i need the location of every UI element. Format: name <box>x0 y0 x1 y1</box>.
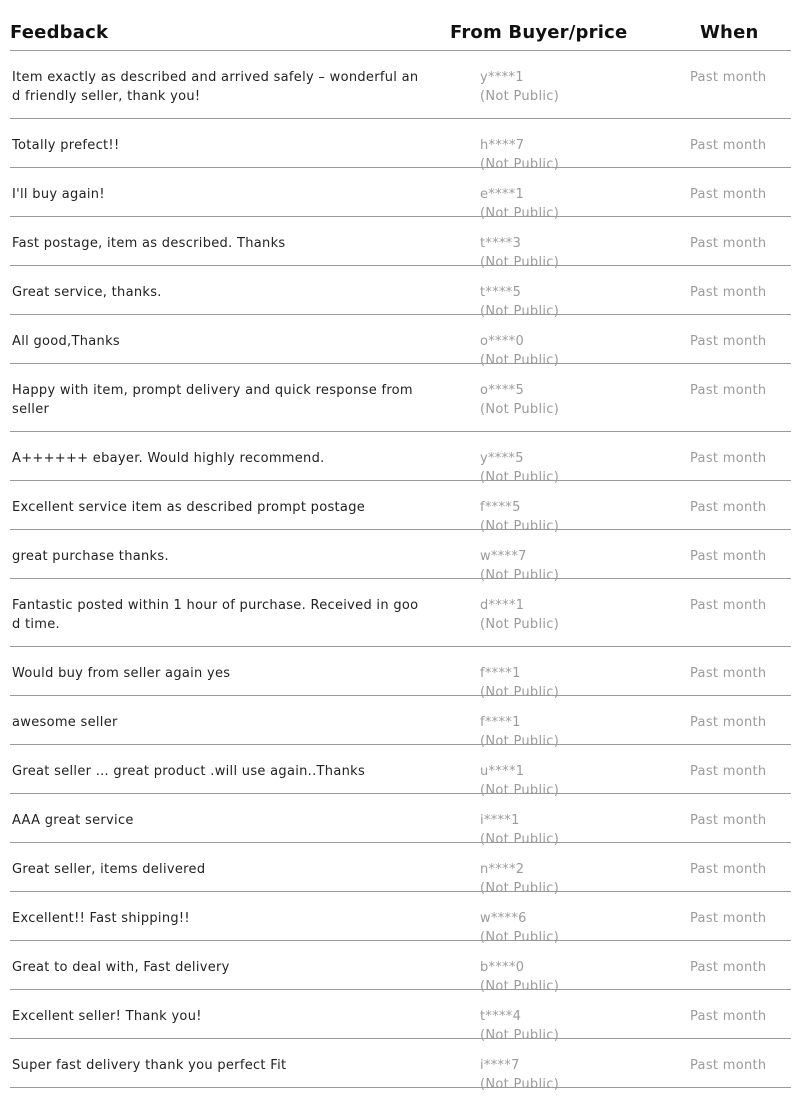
buyer-id: w****7 <box>480 549 527 564</box>
feedback-comment: Fast postage, item as described. Thanks <box>12 236 286 251</box>
table-row <box>10 941 791 994</box>
price-privacy: (Not Public) <box>480 353 560 368</box>
buyer-id: n****2 <box>480 862 525 877</box>
buyer-id: i****7 <box>480 1058 520 1073</box>
feedback-comment: Excellent!! Fast shipping!! <box>12 911 190 926</box>
feedback-comment: Excellent seller! Thank you! <box>12 1009 202 1024</box>
buyer-id: t****3 <box>480 236 522 251</box>
table-row <box>10 168 791 221</box>
buyer-cell <box>480 68 559 106</box>
feedback-comment: great purchase thanks. <box>12 549 169 564</box>
buyer-id: f****5 <box>480 500 521 515</box>
table-row <box>10 647 791 700</box>
price-privacy: (Not Public) <box>480 1077 560 1092</box>
feedback-when: Past month <box>690 1009 767 1024</box>
price-privacy: (Not Public) <box>480 734 560 749</box>
feedback-comment: AAA great service <box>12 813 134 828</box>
feedback-comment: awesome seller <box>12 715 118 730</box>
table-row <box>10 432 791 485</box>
column-header-from-buyer-price[interactable]: From Buyer/price <box>450 22 628 43</box>
price-privacy: (Not Public) <box>480 685 560 700</box>
feedback-when: Past month <box>690 383 767 398</box>
feedback-when: Past month <box>690 764 767 779</box>
buyer-id: d****1 <box>480 598 525 613</box>
feedback-comment: I'll buy again! <box>12 187 105 202</box>
feedback-comment: Item exactly as described and arrived safely – wonderful and friendly seller, thank you! <box>12 70 419 104</box>
table-row <box>10 794 791 847</box>
buyer-id: b****0 <box>480 960 525 975</box>
price-privacy: (Not Public) <box>480 519 560 534</box>
price-privacy: (Not Public) <box>480 832 560 847</box>
table-row <box>10 481 791 534</box>
buyer-id: o****0 <box>480 334 525 349</box>
feedback-comment: Great service, thanks. <box>12 285 162 300</box>
buyer-id: t****4 <box>480 1009 522 1024</box>
feedback-comment: Excellent service item as described prompt postage <box>12 500 366 515</box>
buyer-id: w****6 <box>480 911 527 926</box>
feedback-comment: Great seller, items delivered <box>12 862 206 877</box>
feedback-when: Past month <box>690 715 767 730</box>
buyer-id: h****7 <box>480 138 525 153</box>
feedback-comment: Happy with item, prompt delivery and quick response from seller <box>12 383 413 417</box>
buyer-cell <box>480 381 559 419</box>
price-privacy: (Not Public) <box>480 157 560 172</box>
price-privacy: (Not Public) <box>480 89 560 104</box>
feedback-comment: Great to deal with, Fast delivery <box>12 960 230 975</box>
table-row <box>10 843 791 896</box>
feedback-comment: A++++++ ebayer. Would highly recommend. <box>12 451 325 466</box>
price-privacy: (Not Public) <box>480 206 560 221</box>
buyer-id: e****1 <box>480 187 525 202</box>
feedback-when: Past month <box>690 598 767 613</box>
feedback-when: Past month <box>690 138 767 153</box>
feedback-when: Past month <box>690 862 767 877</box>
feedback-when: Past month <box>690 666 767 681</box>
feedback-comment: All good,Thanks <box>12 334 120 349</box>
table-row <box>10 990 791 1043</box>
table-row <box>10 1039 791 1092</box>
buyer-id: y****1 <box>480 70 524 85</box>
price-privacy: (Not Public) <box>480 304 560 319</box>
table-row <box>10 696 791 749</box>
buyer-id: f****1 <box>480 666 521 681</box>
buyer-id: y****5 <box>480 451 524 466</box>
buyer-id: i****1 <box>480 813 520 828</box>
table-header <box>10 0 791 51</box>
feedback-comment: Great seller ... great product .will use again..Thanks <box>12 764 366 779</box>
feedback-when: Past month <box>690 451 767 466</box>
table-row <box>10 51 791 119</box>
table-row <box>10 315 791 368</box>
table-row <box>10 266 791 319</box>
feedback-when: Past month <box>690 187 767 202</box>
price-privacy: (Not Public) <box>480 979 560 994</box>
column-header-when[interactable]: When <box>700 22 759 43</box>
feedback-comment: Super fast delivery thank you perfect Fit <box>12 1058 287 1073</box>
buyer-cell <box>480 1056 559 1094</box>
table-row <box>10 579 791 647</box>
price-privacy: (Not Public) <box>480 783 560 798</box>
feedback-comment: Totally prefect!! <box>12 138 120 153</box>
feedback-when: Past month <box>690 911 767 926</box>
feedback-when: Past month <box>690 70 767 85</box>
price-privacy: (Not Public) <box>480 470 560 485</box>
price-privacy: (Not Public) <box>480 930 560 945</box>
feedback-when: Past month <box>690 960 767 975</box>
table-row <box>10 892 791 945</box>
column-header-feedback[interactable]: Feedback <box>10 22 109 43</box>
buyer-id: u****1 <box>480 764 525 779</box>
price-privacy: (Not Public) <box>480 568 560 583</box>
feedback-when: Past month <box>690 549 767 564</box>
table-row <box>10 119 791 172</box>
buyer-id: f****1 <box>480 715 521 730</box>
price-privacy: (Not Public) <box>480 402 560 417</box>
price-privacy: (Not Public) <box>480 617 560 632</box>
feedback-comment: Would buy from seller again yes <box>12 666 231 681</box>
feedback-when: Past month <box>690 813 767 828</box>
feedback-when: Past month <box>690 334 767 349</box>
price-privacy: (Not Public) <box>480 255 560 270</box>
feedback-when: Past month <box>690 285 767 300</box>
table-row <box>10 364 791 432</box>
feedback-table <box>10 0 791 1092</box>
feedback-comment: Fantastic posted within 1 hour of purchase. Received in good time. <box>12 598 419 632</box>
table-row <box>10 217 791 270</box>
buyer-id: t****5 <box>480 285 522 300</box>
buyer-cell <box>480 596 559 634</box>
feedback-when: Past month <box>690 236 767 251</box>
feedback-when: Past month <box>690 1058 767 1073</box>
buyer-id: o****5 <box>480 383 525 398</box>
table-row <box>10 745 791 798</box>
price-privacy: (Not Public) <box>480 881 560 896</box>
price-privacy: (Not Public) <box>480 1028 560 1043</box>
table-row <box>10 530 791 583</box>
feedback-when: Past month <box>690 500 767 515</box>
